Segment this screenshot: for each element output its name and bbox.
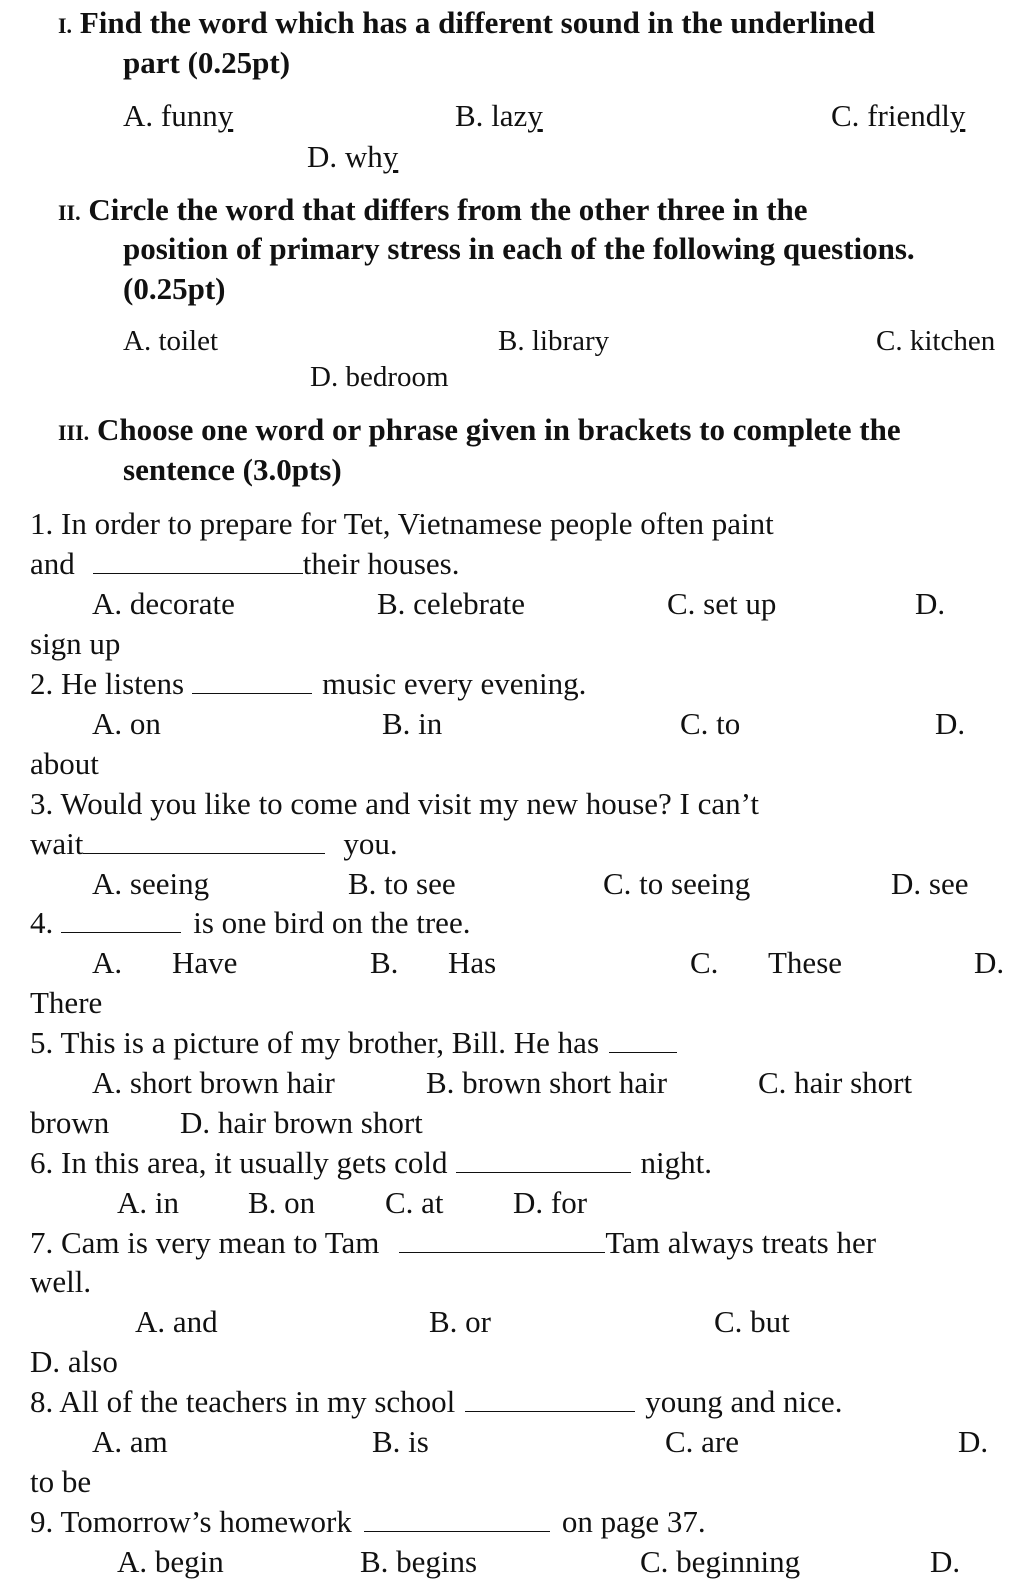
q7-blank — [399, 1228, 605, 1253]
q6-blank — [456, 1148, 631, 1173]
q4-option-d: D. — [974, 945, 1005, 980]
q5-option-c-continued: brown — [30, 1105, 110, 1140]
q5-option-a: A. short brown hair — [92, 1065, 335, 1100]
q3-line1: 3. Would you like to come and visit my new house? I can’t — [30, 786, 760, 821]
q2-option-d-continued: about — [30, 746, 99, 781]
q6-option-b: B. on — [248, 1185, 316, 1220]
q6-option-a: A. in — [117, 1185, 179, 1220]
q1-line2: and their houses. — [30, 546, 460, 581]
q3-option-a: A. seeing — [92, 866, 210, 901]
q8-option-b: B. is — [372, 1424, 429, 1459]
section-1-option-b: B. lazy — [455, 98, 543, 133]
q3-option-c: C. to seeing — [603, 866, 751, 901]
section-1-heading — [58, 7, 875, 38]
q2-blank — [192, 669, 312, 694]
q8-option-d-continued: to be — [30, 1464, 92, 1499]
q3-line2: wait you. — [30, 826, 398, 861]
q3-option-b: B. to see — [348, 866, 456, 901]
q9-option-a: A. begin — [117, 1544, 224, 1579]
q5-option-d: D. hair brown short — [180, 1105, 423, 1140]
q2-option-b: B. in — [382, 706, 443, 741]
section-2-option-b: B. library — [498, 325, 610, 357]
q4-option-d-continued: There — [30, 985, 103, 1020]
q7-line2: well. — [30, 1264, 92, 1299]
q4-option-a-letter: A. — [92, 945, 123, 980]
q4-option-b: Has — [448, 945, 497, 980]
q8-blank — [465, 1387, 635, 1412]
q9-line1: 9. Tomorrow’s homework on page 37. — [30, 1504, 706, 1539]
q5-option-b: B. brown short hair — [426, 1065, 668, 1100]
q1-option-a: A. decorate — [92, 586, 235, 621]
q1-option-c: C. set up — [667, 586, 777, 621]
q2-option-a: A. on — [92, 706, 161, 741]
section-3-title-line1: Choose one word or phrase given in brackets to complete the — [96, 412, 901, 447]
section-1-title-line1: Find the word which has a different sound in the underlined — [79, 5, 876, 40]
q8-option-a: A. am — [92, 1424, 168, 1459]
q4-line1: 4. is one bird on the tree. — [30, 905, 471, 940]
q5-option-c: C. hair short — [758, 1065, 913, 1100]
q3-option-d: D. see — [891, 866, 969, 901]
section-2-heading — [58, 194, 808, 225]
q7-option-c: C. but — [714, 1304, 790, 1339]
q2-option-d: D. — [935, 706, 966, 741]
q8-line1: 8. All of the teachers in my school young and nice. — [30, 1384, 843, 1419]
q3-blank — [83, 829, 325, 854]
q7-option-d: D. also — [30, 1344, 118, 1379]
section-3-numeral: III. — [58, 420, 90, 445]
q1-blank — [93, 549, 303, 574]
q2-option-c: C. to — [680, 706, 741, 741]
q6-option-c: C. at — [385, 1185, 444, 1220]
q5-line1: 5. This is a picture of my brother, Bill. He has — [30, 1027, 677, 1058]
q8-option-c: C. are — [665, 1424, 740, 1459]
section-1-title-line2: part (0.25pt) — [123, 45, 291, 80]
q9-option-d: D. — [930, 1544, 961, 1579]
q6-option-d: D. for — [513, 1185, 588, 1220]
q1-option-d: D. — [915, 586, 946, 621]
q4-option-a: Have — [172, 945, 238, 980]
q9-option-b: B. begins — [360, 1544, 478, 1579]
section-2-option-c: C. kitchen — [876, 325, 996, 357]
q4-option-b-letter: B. — [370, 945, 399, 980]
q5-blank — [609, 1028, 677, 1053]
section-2-title-line3: (0.25pt) — [123, 271, 226, 306]
section-3-heading — [58, 414, 901, 445]
section-3-title-line2: sentence (3.0pts) — [123, 452, 342, 487]
section-1-option-d: D. why — [307, 139, 399, 174]
section-1-option-a: A. funny — [123, 98, 234, 133]
q4-option-c-letter: C. — [690, 945, 719, 980]
q9-option-c: C. beginning — [640, 1544, 801, 1579]
section-1-option-c: C. friendly — [831, 98, 966, 133]
q4-option-c: These — [768, 945, 843, 980]
q4-blank — [61, 908, 181, 933]
section-2-option-d: D. bedroom — [310, 361, 449, 393]
q6-line1: 6. In this area, it usually gets cold night. — [30, 1145, 713, 1180]
section-2-title-line2: position of primary stress in each of the following questions. — [123, 231, 915, 266]
section-2-title-line1: Circle the word that differs from the other three in the — [88, 192, 808, 227]
q9-blank — [364, 1507, 550, 1532]
q7-option-b: B. or — [429, 1304, 491, 1339]
q2-line1: 2. He listens music every evening. — [30, 666, 587, 701]
q1-option-b: B. celebrate — [377, 586, 526, 621]
q8-option-d: D. — [958, 1424, 989, 1459]
section-2-option-a: A. toilet — [123, 325, 219, 357]
q7-line1: 7. Cam is very mean to Tam Tam always treats her — [30, 1225, 877, 1260]
q7-option-a: A. and — [135, 1304, 218, 1339]
section-2-numeral: II. — [58, 200, 81, 225]
section-1-numeral: I. — [58, 13, 73, 38]
q1-line1: 1. In order to prepare for Tet, Vietnamese people often paint — [30, 506, 774, 541]
q1-option-d-continued: sign up — [30, 626, 121, 661]
